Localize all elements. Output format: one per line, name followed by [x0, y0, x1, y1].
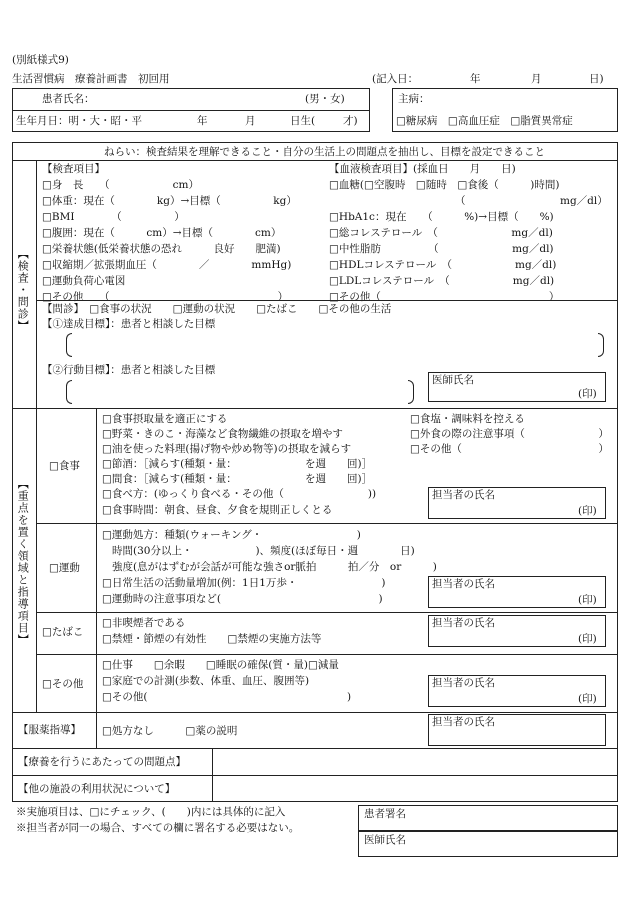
other-home-measure[interactable]: □家庭での計測(歩数、体重、血圧、腹囲等) — [102, 675, 310, 687]
entry-month: 月 — [531, 73, 542, 85]
diet-item-mealtime[interactable]: □食事時間：朝食、昼食、夕食を規則正しくとる — [102, 504, 333, 516]
blood-triglyceride[interactable]: □中性脂肪 （ mg／dl) — [329, 243, 554, 255]
patient-age: 才) — [343, 115, 358, 127]
dob-day: 日生( — [290, 115, 316, 127]
exam-height[interactable]: □身 長 （ cm） — [42, 179, 200, 191]
diet-item-eating-out[interactable]: □外食の際の注意事項（ ） — [410, 428, 609, 440]
note-2: ※担当者が同一の場合、すべての欄に署名する必要はない。 — [16, 822, 300, 834]
exam-bmi[interactable]: □BMI （ ） — [42, 211, 185, 223]
exercise-staff-label: 担当者の氏名 — [432, 578, 495, 590]
dob-year: 年 — [197, 115, 208, 127]
medication-options[interactable]: □処方なし □薬の説明 — [102, 725, 238, 737]
medication-staff-label: 担当者の氏名 — [432, 716, 495, 728]
tobacco-staff-label: 担当者の氏名 — [432, 617, 495, 629]
blood-glucose-value[interactable]: （ mg／dl） — [455, 195, 608, 207]
exercise-staff-seal: (印) — [578, 594, 597, 606]
other-lifestyle[interactable]: □仕事 □余暇 □睡眠の確保(質・量)□減量 — [102, 659, 339, 671]
diet-item-oil[interactable]: □油を使った料理(揚げ物や炒め物等)の摂取を減らす — [102, 443, 352, 455]
exam-other[interactable]: □その他 （ ） — [42, 291, 289, 303]
entry-day: 日) — [589, 73, 604, 85]
patient-name-label: 患者氏名： — [42, 93, 95, 105]
exercise-daily-activity[interactable]: □日常生活の活動量増加(例：1日1万歩・ ) — [102, 577, 386, 589]
exam-items-title: 【検査項目】 — [42, 163, 105, 175]
exam-doctor-label: 医師氏名 — [432, 374, 474, 386]
goal-achievement-label: 【①達成目標】：患者と相談した目標 — [42, 318, 216, 330]
dob-label: 生年月日：明・大・昭・平 — [16, 115, 142, 127]
exam-waist[interactable]: □腹囲：現在（ cm）→目標（ cm） — [42, 227, 282, 239]
other-staff-seal: (印) — [578, 693, 597, 705]
patient-signature-label: 患者署名 — [364, 808, 406, 820]
other-item-other[interactable]: □その他( ) — [102, 691, 352, 703]
disease-options[interactable]: □糖尿病 □高血圧症 □脂質異常症 — [396, 115, 573, 127]
blood-hba1c[interactable]: □HbA1c：現在 （ %)→目標（ %) — [329, 211, 554, 223]
form-number: (別紙様式9) — [12, 54, 69, 66]
diet-staff-label: 担当者の氏名 — [432, 489, 495, 501]
guidance-section-label: 【重点を置く領域と指導項目】 — [16, 478, 30, 646]
tobacco-staff-seal: (印) — [578, 633, 597, 645]
goal-action-label: 【②行動目標】：患者と相談した目標 — [42, 364, 216, 376]
dob-month: 月 — [245, 115, 256, 127]
tobacco-non-smoker[interactable]: □非喫煙者である — [102, 617, 186, 629]
exam-doctor-seal: (印) — [578, 388, 597, 400]
note-1: ※実施項目は、□にチェック、( )内には具体的に記入 — [16, 806, 286, 818]
medication-label: 【服薬指導】 — [18, 724, 81, 736]
exercise-notes[interactable]: □運動時の注意事項など( ) — [102, 593, 383, 605]
disease-label: 主病： — [398, 93, 430, 105]
diet-item-alcohol[interactable]: □節酒：［減らす(種類・量： を週 回)］ — [102, 458, 373, 470]
diet-item-intake[interactable]: □食事摂取量を適正にする — [102, 413, 228, 425]
facilities-label: 【他の施設の利用状況について】 — [18, 783, 176, 795]
exercise-label[interactable]: □運動 — [49, 562, 80, 574]
exercise-intensity[interactable]: 強度(息がはずむが会話が可能な強さor脈拍 拍／分 or ) — [112, 561, 437, 573]
diet-item-salt[interactable]: □食塩・調味料を控える — [410, 413, 525, 425]
issues-label: 【療養を行うにあたっての問題点】 — [18, 756, 186, 768]
exercise-time-frequency[interactable]: 時間(30分以上・ )、頻度(ほぼ毎日・週 日) — [112, 545, 415, 557]
diet-item-snack[interactable]: □間食：［減らす(種類・量： を週 回)］ — [102, 473, 373, 485]
tobacco-effectiveness[interactable]: □禁煙・節煙の有効性 □禁煙の実施方法等 — [102, 633, 322, 645]
entry-date-label: (記入日： — [372, 73, 419, 85]
other-staff-label: 担当者の氏名 — [432, 677, 495, 689]
blood-hdl[interactable]: □HDLコレステロール （ mg／dl) — [329, 259, 557, 271]
aim-text: ねらい：検査結果を理解できること・自分の生活上の問題点を抽出し、目標を設定できること — [104, 146, 545, 158]
doctor-signature-label: 医師氏名 — [364, 834, 406, 846]
interview-row[interactable]: 【問診】 □食事の状況 □運動の状況 □たばこ □その他の生活 — [42, 303, 392, 315]
patient-sex: (男・女) — [305, 93, 345, 105]
exercise-prescription[interactable]: □運動処方：種類(ウォーキング・ ) — [102, 529, 361, 541]
blood-other[interactable]: □その他（ ） — [329, 291, 560, 303]
diet-staff-seal: (印) — [578, 505, 597, 517]
other-label[interactable]: □その他 — [42, 678, 84, 690]
tobacco-label[interactable]: □たばこ — [42, 626, 84, 638]
blood-total-cholesterol[interactable]: □総コレステロール （ mg／dl) — [329, 227, 553, 239]
exam-nutrition[interactable]: □栄養状態(低栄養状態の恐れ 良好 肥満) — [42, 243, 281, 255]
diet-item-fiber[interactable]: □野菜・きのこ・海藻など食物繊維の摂取を増やす — [102, 428, 343, 440]
diet-item-eating[interactable]: □食べ方：(ゆっくり食べる・その他（ )) — [102, 488, 377, 500]
blood-test-title: 【血液検査項目】(採血日 月 日) — [329, 163, 516, 175]
entry-year: 年 — [470, 73, 481, 85]
form-title: 生活習慣病 療養計画書 初回用 — [12, 73, 170, 85]
diet-label[interactable]: □食事 — [49, 460, 80, 472]
blood-glucose[interactable]: □血糖(□空腹時 □随時 □食後（ )時間) — [329, 179, 560, 191]
exam-ecg[interactable]: □運動負荷心電図 — [42, 275, 126, 287]
blood-ldl[interactable]: □LDLコレステロール （ mg／dl) — [329, 275, 555, 287]
exam-blood-pressure[interactable]: □収縮期／拡張期血圧（ ／ mmHg) — [42, 259, 292, 271]
diet-item-other[interactable]: □その他（ ） — [410, 443, 609, 455]
exam-section-label: 【検査・問診】 — [16, 248, 30, 332]
exam-weight[interactable]: □体重：現在（ kg）→目標（ kg） — [42, 195, 297, 207]
